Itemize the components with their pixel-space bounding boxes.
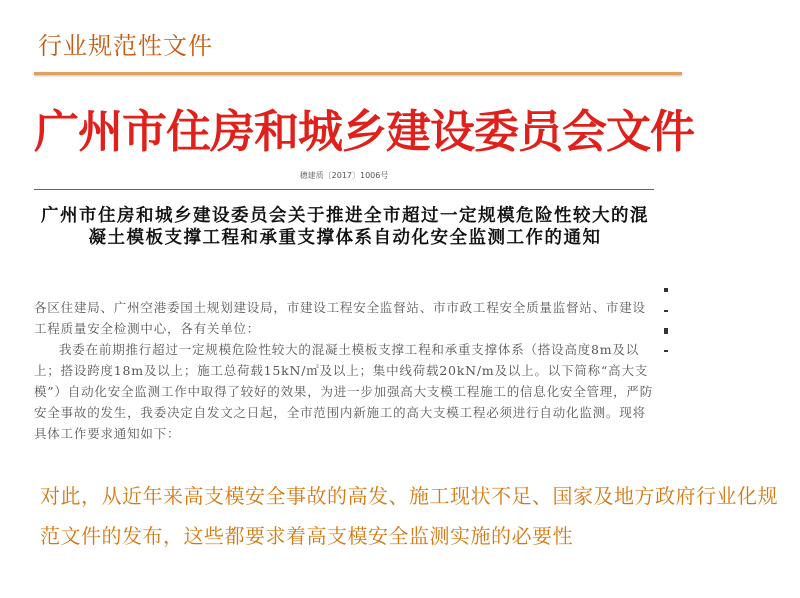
notice-body xyxy=(34,297,654,444)
section-title: 行业规范性文件 xyxy=(38,32,213,60)
document-number: 穗建质〔2017〕1006号 xyxy=(299,171,389,180)
scan-edge-marks xyxy=(664,288,672,368)
notice-title: 广州市住房和城乡建设委员会关于推进全市超过一定规模危险性较大的混凝土模板支撑工程和承重支撑体系自动化安全监测工作的通知 xyxy=(41,206,649,248)
title-divider xyxy=(34,72,682,75)
highlight-text: 对此，从近年来高支模安全事故的高发、施工现状不足、国家及地方政府行业化规范文件的发布，这些都要求着高支模安全监测实施的必要性 xyxy=(40,484,778,548)
recipients-paragraph: 各区住建局、广州空港委国土规划建设局，市建设工程安全监督站、市市政工程安全质量监督站、市建设工程质量安全检测中心，各有关单位： xyxy=(34,300,646,336)
notice-paragraph: 我委在前期推行超过一定规模危险性较大的混凝土模板支撑工程和承重支撑体系（搭设高度8m及以上；搭设跨度18m及以上；施工总荷载15kN/㎡及以上；集中线荷载20kN/m及以上。以下简称“高大支模”）自动化安全监测工作中取得了较好的效果，为进一步加强高大支模工程施工的信息化安全管理，严防安全事故的发生，我委决定自发文之日起，全市范围内新施工的高大支模工程必须进行自动化监测。现将具体工作要求通知如下： xyxy=(34,342,653,441)
document-red-rule xyxy=(34,189,654,190)
document-header: 广州市住房和城乡建设委员会文件 xyxy=(34,105,695,158)
